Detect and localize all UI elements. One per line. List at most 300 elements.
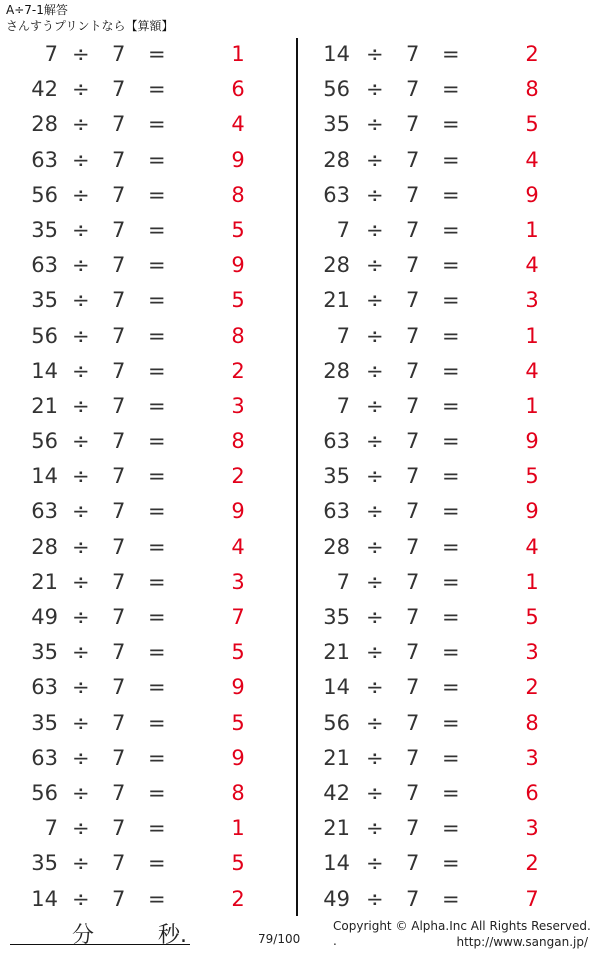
answer: 2 bbox=[231, 358, 245, 383]
divisor: 7 bbox=[112, 499, 126, 524]
dividend: 14 bbox=[31, 464, 58, 489]
division-sign: ÷ bbox=[366, 147, 384, 172]
problem-row bbox=[294, 846, 584, 881]
answer: 6 bbox=[525, 780, 539, 805]
problem-row bbox=[0, 107, 290, 142]
dividend: 28 bbox=[323, 253, 350, 278]
divisor: 7 bbox=[112, 147, 126, 172]
answer: 9 bbox=[525, 182, 539, 207]
dividend: 28 bbox=[323, 358, 350, 383]
answer: 4 bbox=[525, 358, 539, 383]
divisor: 7 bbox=[112, 745, 126, 770]
dividend: 56 bbox=[323, 710, 350, 735]
dividend: 14 bbox=[31, 886, 58, 911]
division-sign: ÷ bbox=[366, 534, 384, 559]
division-sign: ÷ bbox=[366, 112, 384, 137]
problem-row bbox=[294, 459, 584, 494]
equals-sign: = bbox=[148, 710, 166, 735]
division-sign: ÷ bbox=[366, 710, 384, 735]
division-sign: ÷ bbox=[72, 499, 90, 524]
divisor: 7 bbox=[406, 358, 420, 383]
division-sign: ÷ bbox=[72, 605, 90, 629]
answer: 6 bbox=[231, 77, 245, 102]
equals-sign: = bbox=[442, 358, 460, 383]
division-sign: ÷ bbox=[72, 851, 90, 876]
division-sign: ÷ bbox=[366, 77, 384, 102]
division-sign: ÷ bbox=[366, 429, 384, 454]
divisor: 7 bbox=[112, 675, 126, 700]
problem-row bbox=[294, 706, 584, 741]
divisor: 7 bbox=[406, 499, 420, 524]
worksheet-subtitle: さんすうプリントなら【算額】 bbox=[6, 19, 174, 33]
dividend: 56 bbox=[31, 429, 58, 454]
divisor: 7 bbox=[406, 780, 420, 805]
minutes-label: 分 bbox=[72, 923, 95, 948]
divisor: 7 bbox=[112, 851, 126, 876]
equals-sign: = bbox=[148, 182, 166, 207]
division-sign: ÷ bbox=[72, 710, 90, 735]
divisor: 7 bbox=[406, 253, 420, 278]
equals-sign: = bbox=[442, 640, 460, 665]
answer: 3 bbox=[525, 816, 539, 841]
problem-row bbox=[294, 565, 584, 600]
division-sign: ÷ bbox=[366, 780, 384, 805]
division-sign: ÷ bbox=[72, 429, 90, 454]
site-url: http://www.sangan.jp/ bbox=[456, 935, 588, 949]
problem-row bbox=[294, 776, 584, 811]
divisor: 7 bbox=[406, 288, 420, 313]
problem-row bbox=[0, 213, 290, 248]
problem-row bbox=[0, 143, 290, 178]
dividend: 56 bbox=[31, 182, 58, 207]
problem-row bbox=[0, 882, 290, 917]
division-sign: ÷ bbox=[72, 886, 90, 911]
answer: 4 bbox=[231, 112, 245, 137]
divisor: 7 bbox=[406, 816, 420, 841]
division-sign: ÷ bbox=[72, 569, 90, 594]
dividend: 63 bbox=[323, 429, 350, 454]
dividend: 42 bbox=[31, 77, 58, 102]
problem-row bbox=[294, 72, 584, 107]
divisor: 7 bbox=[112, 605, 126, 629]
dividend: 63 bbox=[31, 147, 58, 172]
division-sign: ÷ bbox=[72, 816, 90, 841]
divisor: 7 bbox=[406, 323, 420, 348]
answer: 3 bbox=[525, 640, 539, 665]
answer: 5 bbox=[231, 217, 245, 242]
equals-sign: = bbox=[442, 42, 460, 66]
equals-sign: = bbox=[148, 429, 166, 454]
dividend: 14 bbox=[323, 675, 350, 700]
division-sign: ÷ bbox=[72, 42, 90, 66]
dividend: 56 bbox=[323, 77, 350, 102]
problem-row bbox=[0, 600, 290, 635]
problem-row bbox=[0, 72, 290, 107]
equals-sign: = bbox=[148, 147, 166, 172]
problem-row bbox=[294, 354, 584, 389]
answer: 5 bbox=[525, 464, 539, 489]
division-sign: ÷ bbox=[366, 42, 384, 66]
dividend: 63 bbox=[31, 253, 58, 278]
answer: 1 bbox=[231, 816, 245, 841]
problem-row bbox=[0, 565, 290, 600]
equals-sign: = bbox=[442, 323, 460, 348]
answer: 4 bbox=[525, 534, 539, 559]
problem-row bbox=[294, 811, 584, 846]
division-sign: ÷ bbox=[72, 534, 90, 559]
divisor: 7 bbox=[406, 851, 420, 876]
dividend: 49 bbox=[323, 886, 350, 911]
dividend: 7 bbox=[336, 217, 350, 242]
answer: 9 bbox=[231, 675, 245, 700]
division-sign: ÷ bbox=[366, 358, 384, 383]
division-sign: ÷ bbox=[366, 569, 384, 594]
division-sign: ÷ bbox=[72, 147, 90, 172]
equals-sign: = bbox=[442, 710, 460, 735]
division-sign: ÷ bbox=[366, 393, 384, 418]
answer: 9 bbox=[231, 745, 245, 770]
dividend: 63 bbox=[323, 182, 350, 207]
division-sign: ÷ bbox=[366, 499, 384, 524]
divisor: 7 bbox=[406, 605, 420, 629]
divisor: 7 bbox=[112, 710, 126, 735]
divisor: 7 bbox=[406, 429, 420, 454]
divisor: 7 bbox=[112, 253, 126, 278]
answer: 3 bbox=[231, 393, 245, 418]
answer: 2 bbox=[231, 886, 245, 911]
division-sign: ÷ bbox=[366, 640, 384, 665]
divisor: 7 bbox=[112, 886, 126, 911]
divisor: 7 bbox=[406, 112, 420, 137]
equals-sign: = bbox=[148, 886, 166, 911]
dividend: 42 bbox=[323, 780, 350, 805]
answer: 1 bbox=[525, 217, 539, 242]
dividend: 63 bbox=[31, 499, 58, 524]
answer: 7 bbox=[231, 605, 245, 629]
equals-sign: = bbox=[442, 569, 460, 594]
divisor: 7 bbox=[112, 42, 126, 66]
answer: 9 bbox=[231, 499, 245, 524]
dividend: 49 bbox=[31, 605, 58, 629]
page-number: 79/100 bbox=[258, 932, 301, 946]
answer: 9 bbox=[231, 147, 245, 172]
division-sign: ÷ bbox=[366, 464, 384, 489]
equals-sign: = bbox=[442, 217, 460, 242]
dividend: 35 bbox=[31, 851, 58, 876]
divisor: 7 bbox=[406, 745, 420, 770]
division-sign: ÷ bbox=[72, 112, 90, 137]
equals-sign: = bbox=[148, 42, 166, 66]
dividend: 35 bbox=[31, 640, 58, 665]
answer: 5 bbox=[525, 112, 539, 137]
dividend: 63 bbox=[31, 675, 58, 700]
dividend: 21 bbox=[31, 569, 58, 594]
dividend: 28 bbox=[323, 534, 350, 559]
answer: 8 bbox=[231, 182, 245, 207]
divisor: 7 bbox=[406, 217, 420, 242]
equals-sign: = bbox=[442, 393, 460, 418]
dividend: 21 bbox=[323, 745, 350, 770]
answer: 9 bbox=[525, 499, 539, 524]
problem-row bbox=[0, 389, 290, 424]
worksheet-header bbox=[6, 2, 174, 34]
division-sign: ÷ bbox=[366, 182, 384, 207]
problem-row bbox=[0, 459, 290, 494]
divisor: 7 bbox=[112, 816, 126, 841]
problem-row bbox=[0, 706, 290, 741]
answer: 8 bbox=[525, 710, 539, 735]
division-sign: ÷ bbox=[366, 816, 384, 841]
equals-sign: = bbox=[442, 534, 460, 559]
equals-sign: = bbox=[442, 288, 460, 313]
equals-sign: = bbox=[442, 147, 460, 172]
answer: 1 bbox=[525, 393, 539, 418]
equals-sign: = bbox=[148, 675, 166, 700]
equals-sign: = bbox=[148, 288, 166, 313]
problem-row bbox=[294, 635, 584, 670]
divisor: 7 bbox=[406, 640, 420, 665]
equals-sign: = bbox=[442, 499, 460, 524]
equals-sign: = bbox=[442, 464, 460, 489]
answer: 2 bbox=[525, 42, 539, 66]
equals-sign: = bbox=[148, 464, 166, 489]
division-sign: ÷ bbox=[366, 217, 384, 242]
division-sign: ÷ bbox=[72, 780, 90, 805]
dividend: 14 bbox=[323, 42, 350, 66]
equals-sign: = bbox=[148, 393, 166, 418]
division-sign: ÷ bbox=[72, 393, 90, 418]
division-sign: ÷ bbox=[72, 675, 90, 700]
divisor: 7 bbox=[406, 147, 420, 172]
problem-row bbox=[0, 424, 290, 459]
division-sign: ÷ bbox=[72, 745, 90, 770]
problem-row bbox=[294, 882, 584, 917]
division-sign: ÷ bbox=[366, 323, 384, 348]
divisor: 7 bbox=[112, 358, 126, 383]
answer: 2 bbox=[231, 464, 245, 489]
equals-sign: = bbox=[148, 851, 166, 876]
problem-row bbox=[294, 319, 584, 354]
problem-row bbox=[0, 846, 290, 881]
divisor: 7 bbox=[112, 640, 126, 665]
answer: 4 bbox=[231, 534, 245, 559]
worksheet-title: A÷7-1解答 bbox=[6, 3, 68, 17]
divisor: 7 bbox=[112, 323, 126, 348]
problem-column-left bbox=[0, 37, 290, 917]
divisor: 7 bbox=[112, 429, 126, 454]
equals-sign: = bbox=[442, 112, 460, 137]
equals-sign: = bbox=[148, 780, 166, 805]
divisor: 7 bbox=[112, 569, 126, 594]
answer: 5 bbox=[231, 640, 245, 665]
divisor: 7 bbox=[112, 464, 126, 489]
dividend: 35 bbox=[31, 217, 58, 242]
divisor: 7 bbox=[406, 675, 420, 700]
division-sign: ÷ bbox=[72, 358, 90, 383]
equals-sign: = bbox=[148, 77, 166, 102]
problem-row bbox=[294, 178, 584, 213]
divisor: 7 bbox=[112, 780, 126, 805]
equals-sign: = bbox=[442, 605, 460, 629]
equals-sign: = bbox=[442, 851, 460, 876]
problem-row bbox=[0, 811, 290, 846]
problem-row bbox=[294, 389, 584, 424]
equals-sign: = bbox=[148, 816, 166, 841]
equals-sign: = bbox=[442, 675, 460, 700]
division-sign: ÷ bbox=[366, 675, 384, 700]
answer: 1 bbox=[525, 569, 539, 594]
dividend: 7 bbox=[44, 816, 58, 841]
division-sign: ÷ bbox=[366, 886, 384, 911]
problem-column-right bbox=[294, 37, 584, 917]
dividend: 14 bbox=[31, 358, 58, 383]
divisor: 7 bbox=[112, 112, 126, 137]
problem-row bbox=[294, 670, 584, 705]
answer: 8 bbox=[231, 429, 245, 454]
dividend: 35 bbox=[31, 288, 58, 313]
equals-sign: = bbox=[148, 534, 166, 559]
dividend: 35 bbox=[323, 464, 350, 489]
dividend: 56 bbox=[31, 323, 58, 348]
problem-row bbox=[294, 494, 584, 529]
problem-row bbox=[0, 530, 290, 565]
problem-row bbox=[294, 37, 584, 72]
dividend: 63 bbox=[323, 499, 350, 524]
equals-sign: = bbox=[148, 605, 166, 629]
answer: 3 bbox=[525, 745, 539, 770]
divisor: 7 bbox=[112, 288, 126, 313]
answer: 8 bbox=[231, 780, 245, 805]
division-sign: ÷ bbox=[72, 288, 90, 313]
division-sign: ÷ bbox=[72, 77, 90, 102]
division-sign: ÷ bbox=[366, 745, 384, 770]
answer: 2 bbox=[525, 851, 539, 876]
equals-sign: = bbox=[442, 253, 460, 278]
dividend: 21 bbox=[323, 816, 350, 841]
divisor: 7 bbox=[406, 42, 420, 66]
equals-sign: = bbox=[442, 77, 460, 102]
answer: 8 bbox=[525, 77, 539, 102]
problem-row bbox=[294, 143, 584, 178]
problem-row bbox=[294, 600, 584, 635]
dividend: 21 bbox=[31, 393, 58, 418]
equals-sign: = bbox=[148, 499, 166, 524]
division-sign: ÷ bbox=[72, 640, 90, 665]
division-sign: ÷ bbox=[72, 182, 90, 207]
seconds-label: 秒. bbox=[158, 923, 187, 948]
equals-sign: = bbox=[148, 217, 166, 242]
problem-row bbox=[0, 670, 290, 705]
divisor: 7 bbox=[112, 217, 126, 242]
answer: 5 bbox=[231, 710, 245, 735]
dividend: 14 bbox=[323, 851, 350, 876]
problem-row bbox=[294, 213, 584, 248]
division-sign: ÷ bbox=[366, 851, 384, 876]
divisor: 7 bbox=[406, 77, 420, 102]
divisor: 7 bbox=[406, 393, 420, 418]
time-record-line bbox=[10, 916, 190, 948]
answer: 3 bbox=[525, 288, 539, 313]
dividend: 7 bbox=[336, 569, 350, 594]
problem-row bbox=[294, 424, 584, 459]
equals-sign: = bbox=[442, 780, 460, 805]
equals-sign: = bbox=[442, 745, 460, 770]
dividend: 7 bbox=[336, 393, 350, 418]
divisor: 7 bbox=[406, 464, 420, 489]
answer: 1 bbox=[231, 42, 245, 66]
dividend: 7 bbox=[44, 42, 58, 66]
equals-sign: = bbox=[442, 816, 460, 841]
answer: 5 bbox=[231, 288, 245, 313]
answer: 3 bbox=[231, 569, 245, 594]
problem-row bbox=[0, 741, 290, 776]
dividend: 35 bbox=[31, 710, 58, 735]
problem-row bbox=[0, 354, 290, 389]
answer: 1 bbox=[525, 323, 539, 348]
answer: 5 bbox=[525, 605, 539, 629]
problem-row bbox=[294, 741, 584, 776]
dividend: 35 bbox=[323, 605, 350, 629]
problem-row bbox=[0, 494, 290, 529]
divisor: 7 bbox=[112, 534, 126, 559]
problem-row bbox=[294, 248, 584, 283]
problem-row bbox=[294, 107, 584, 142]
problem-row bbox=[0, 178, 290, 213]
divisor: 7 bbox=[406, 182, 420, 207]
dividend: 56 bbox=[31, 780, 58, 805]
divisor: 7 bbox=[406, 569, 420, 594]
problem-row bbox=[0, 37, 290, 72]
problem-row bbox=[0, 776, 290, 811]
dividend: 21 bbox=[323, 640, 350, 665]
equals-sign: = bbox=[442, 182, 460, 207]
answer: 2 bbox=[525, 675, 539, 700]
problem-row bbox=[294, 283, 584, 318]
equals-sign: = bbox=[148, 640, 166, 665]
dividend: 21 bbox=[323, 288, 350, 313]
division-sign: ÷ bbox=[366, 288, 384, 313]
division-sign: ÷ bbox=[72, 323, 90, 348]
problem-row bbox=[0, 635, 290, 670]
division-sign: ÷ bbox=[72, 217, 90, 242]
equals-sign: = bbox=[442, 429, 460, 454]
equals-sign: = bbox=[148, 358, 166, 383]
equals-sign: = bbox=[148, 745, 166, 770]
division-sign: ÷ bbox=[366, 605, 384, 629]
problem-row bbox=[0, 319, 290, 354]
division-sign: ÷ bbox=[366, 253, 384, 278]
problem-row bbox=[0, 283, 290, 318]
answer: 9 bbox=[525, 429, 539, 454]
divisor: 7 bbox=[406, 534, 420, 559]
divisor: 7 bbox=[112, 182, 126, 207]
equals-sign: = bbox=[148, 253, 166, 278]
dividend: 35 bbox=[323, 112, 350, 137]
problem-row bbox=[0, 248, 290, 283]
dividend: 28 bbox=[323, 147, 350, 172]
answer: 7 bbox=[525, 886, 539, 911]
division-sign: ÷ bbox=[72, 464, 90, 489]
equals-sign: = bbox=[148, 112, 166, 137]
answer: 9 bbox=[231, 253, 245, 278]
problem-row bbox=[294, 530, 584, 565]
equals-sign: = bbox=[148, 569, 166, 594]
dividend: 28 bbox=[31, 112, 58, 137]
footer-dot: . bbox=[333, 934, 337, 948]
dividend: 7 bbox=[336, 323, 350, 348]
answer: 4 bbox=[525, 147, 539, 172]
equals-sign: = bbox=[148, 323, 166, 348]
